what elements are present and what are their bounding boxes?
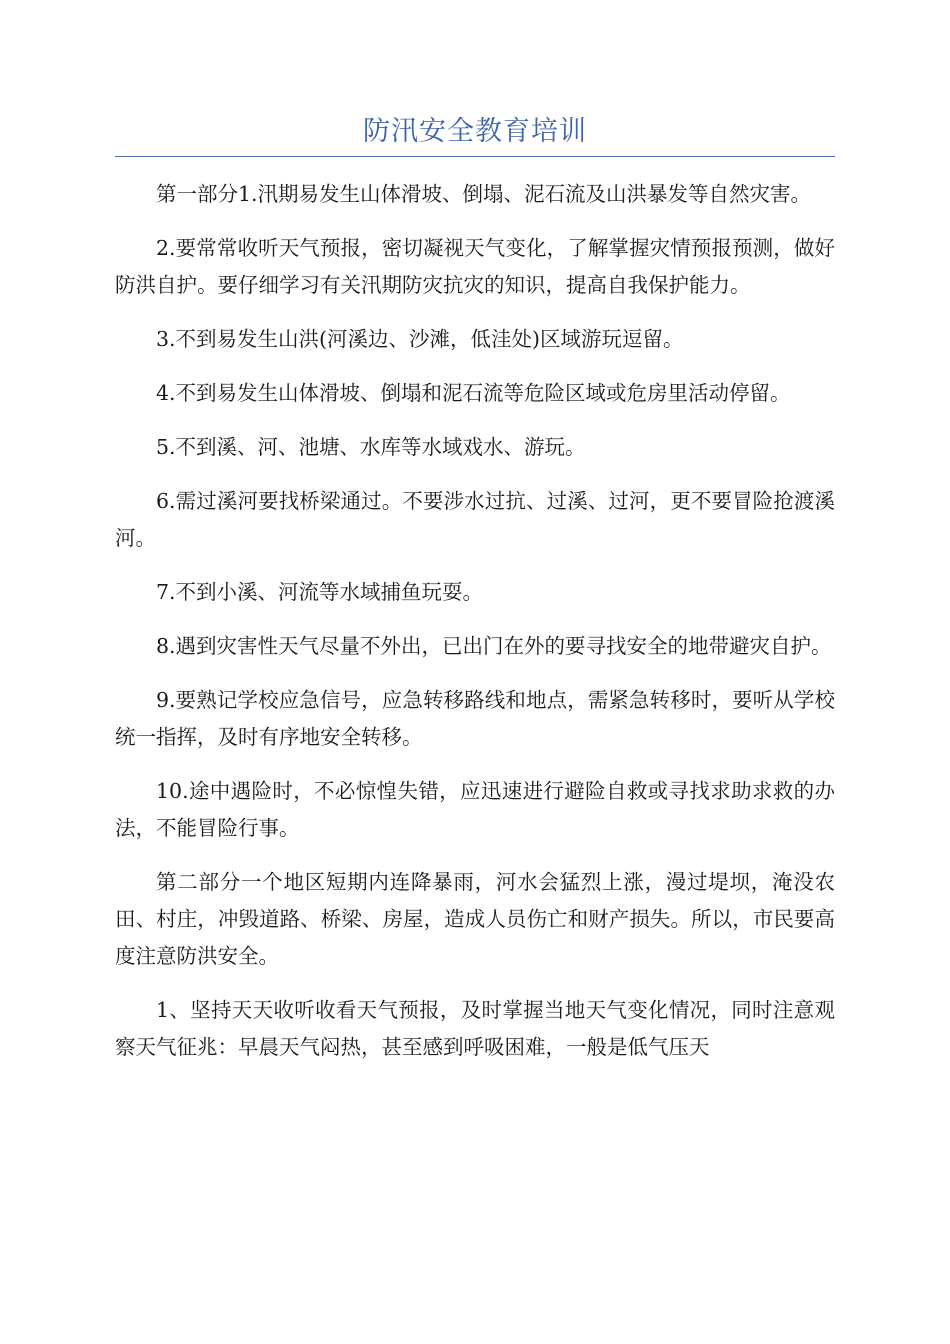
paragraph-6: 6.需过溪河要找桥梁通过。不要涉水过抗、过溪、过河，更不要冒险抢渡溪河。 xyxy=(115,489,835,550)
paragraph-2: 2.要常常收听天气预报，密切凝视天气变化，了解掌握灾情预报预测，做好防洪自护。要仔细学习有关汛期防灾抗灾的知识，提高自我保护能力。 xyxy=(115,236,835,297)
document-body xyxy=(115,176,835,1083)
paragraph-8: 8.遇到灾害性天气尽量不外出，已出门在外的要寻找安全的地带避灾自护。 xyxy=(156,634,832,658)
paragraph-10: 10.途中遇险时，不必惊惶失错，应迅速进行避险自救或寻找求助求救的办法，不能冒险行事。 xyxy=(115,779,835,840)
paragraph-5: 5.不到溪、河、池塘、水库等水域戏水、游玩。 xyxy=(156,435,586,459)
paragraph-9: 9.要熟记学校应急信号，应急转移路线和地点，需紧急转移时，要听从学校统一指挥，及时有序地安全转移。 xyxy=(115,688,835,749)
page-title: 防汛安全教育培训 xyxy=(363,116,587,147)
paragraph-3: 3.不到易发生山洪(河溪边、沙滩，低洼处)区域游玩逗留。 xyxy=(156,327,684,351)
paragraph-4: 4.不到易发生山体滑坡、倒塌和泥石流等危险区域或危房里活动停留。 xyxy=(156,381,791,405)
paragraph-1: 第一部分1.汛期易发生山体滑坡、倒塌、泥石流及山洪暴发等自然灾害。 xyxy=(156,182,812,206)
paragraph-7: 7.不到小溪、河流等水域捕鱼玩耍。 xyxy=(156,580,484,604)
paragraph-11: 第二部分一个地区短期内连降暴雨，河水会猛烈上涨，漫过堤坝，淹没农田、村庄，冲毁道路、桥梁、房屋，造成人员伤亡和财产损失。所以，市民要高度注意防洪安全。 xyxy=(115,870,835,968)
title-block xyxy=(115,112,835,157)
paragraph-12: 1、坚持天天收听收看天气预报，及时掌握当地天气变化情况，同时注意观察天气征兆：早晨天气闷热，甚至感到呼吸困难，一般是低气压天 xyxy=(115,998,835,1059)
